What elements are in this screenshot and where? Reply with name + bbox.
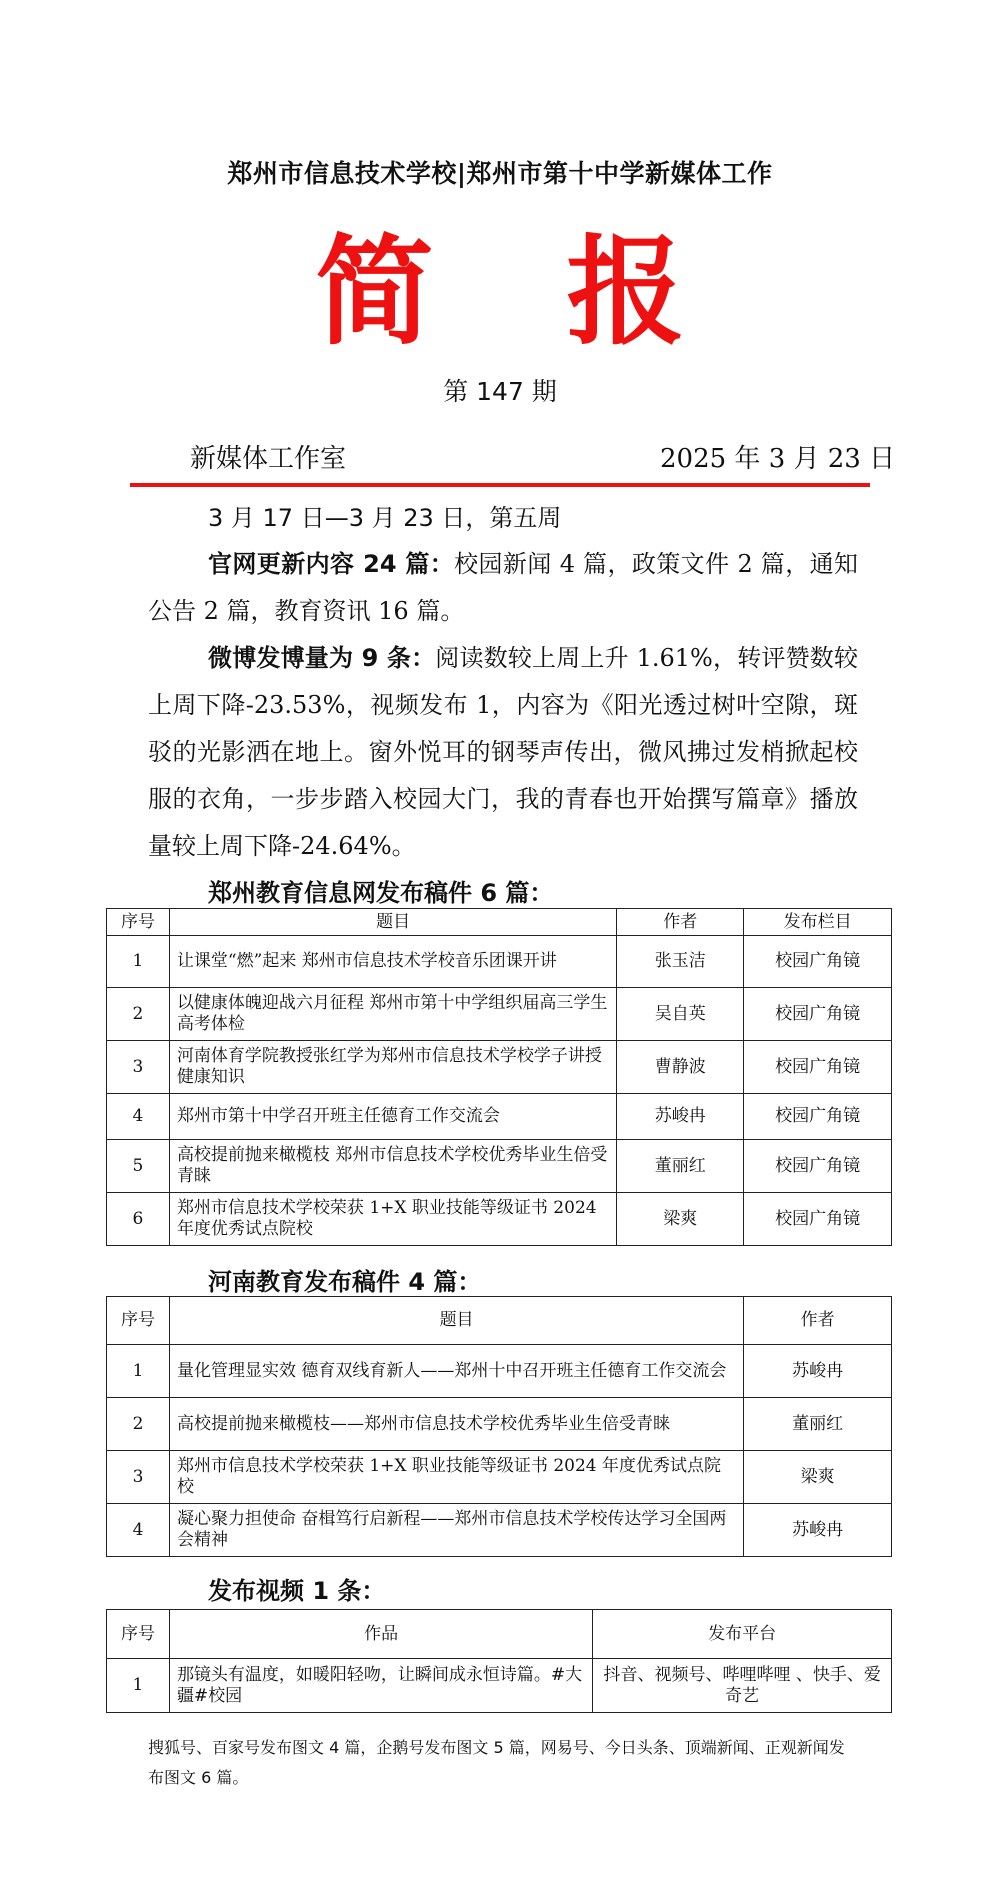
video-table bbox=[106, 1609, 892, 1713]
row-column: 校园广角镜 bbox=[744, 1193, 892, 1246]
row-index: 2 bbox=[107, 988, 170, 1041]
row-author: 苏峻冉 bbox=[744, 1504, 892, 1557]
website-lead: 官网更新内容 24 篇： bbox=[208, 550, 455, 578]
table-row bbox=[107, 936, 892, 988]
table-row bbox=[107, 1193, 892, 1246]
row-title: 让课堂“燃”起来 郑州市信息技术学校音乐团课开讲 bbox=[169, 936, 616, 988]
row-title: 河南体育学院教授张红学为郑州市信息技术学校学子讲授健康知识 bbox=[169, 1041, 616, 1094]
col-header: 序号 bbox=[107, 1297, 170, 1345]
col-header: 作者 bbox=[617, 909, 744, 936]
issue-number: 第 147 期 bbox=[443, 377, 557, 406]
row-column: 校园广角镜 bbox=[744, 988, 892, 1041]
row-index: 1 bbox=[107, 1345, 170, 1398]
row-author: 张玉洁 bbox=[617, 936, 744, 988]
row-title: 以健康体魄迎战六月征程 郑州市第十中学组织届高三学生高考体检 bbox=[169, 988, 616, 1041]
publish-date: 2025 年 3 月 23 日 bbox=[660, 444, 896, 474]
header-org: 郑州市信息技术学校|郑州市第十中学新媒体工作 bbox=[227, 159, 773, 188]
table-row bbox=[107, 1659, 892, 1713]
table-row bbox=[107, 1398, 892, 1451]
row-column: 校园广角镜 bbox=[744, 1094, 892, 1140]
table-header-row bbox=[107, 1610, 892, 1659]
row-index: 3 bbox=[107, 1451, 170, 1504]
weibo-summary bbox=[148, 635, 858, 870]
website-summary bbox=[148, 541, 858, 635]
row-index: 6 bbox=[107, 1193, 170, 1246]
row-title: 高校提前抛来橄榄枝——郑州市信息技术学校优秀毕业生倍受青睐 bbox=[169, 1398, 743, 1451]
row-author: 苏峻冉 bbox=[744, 1345, 892, 1398]
table-row bbox=[107, 1140, 892, 1193]
row-column: 校园广角镜 bbox=[744, 1041, 892, 1094]
col-header: 题目 bbox=[169, 909, 616, 936]
row-index: 4 bbox=[107, 1094, 170, 1140]
weibo-text: 阅读数较上周上升 1.61%，转评赞数较上周下降-23.53%，视频发布 1，内容为《阳光透过树叶空隙，斑驳的光影洒在地上。窗外悦耳的钢琴声传出，微风拂过发梢掀起校服的衣角，一步步踏入校园大门，我的青春也开始撰写篇章》播放量较上周下降-24.64%。 bbox=[148, 644, 858, 860]
table-header-row bbox=[107, 1297, 892, 1345]
table-row bbox=[107, 1094, 892, 1140]
row-author: 吴自英 bbox=[617, 988, 744, 1041]
week-range: 3 月 17 日—3 月 23 日，第五周 bbox=[208, 504, 562, 532]
col-header: 作品 bbox=[169, 1610, 592, 1659]
row-column: 校园广角镜 bbox=[744, 936, 892, 988]
red-divider bbox=[130, 483, 870, 487]
row-index: 4 bbox=[107, 1504, 170, 1557]
row-author: 梁爽 bbox=[744, 1451, 892, 1504]
zz-table-title: 郑州教育信息网发布稿件 6 篇： bbox=[208, 879, 554, 907]
row-title: 量化管理显实效 德育双线育新人——郑州十中召开班主任德育工作交流会 bbox=[169, 1345, 743, 1398]
col-header: 发布栏目 bbox=[744, 909, 892, 936]
zz-table bbox=[106, 908, 892, 1246]
col-header: 序号 bbox=[107, 1610, 170, 1659]
row-work: 那镜头有温度，如暖阳轻吻，让瞬间成永恒诗篇。#大疆#校园 bbox=[169, 1659, 592, 1713]
row-title: 凝心聚力担使命 奋楫笃行启新程——郑州市信息技术学校传达学习全国两会精神 bbox=[169, 1504, 743, 1557]
row-index: 3 bbox=[107, 1041, 170, 1094]
website-text: 校园新闻 4 篇，政策文件 2 篇，通知公告 2 篇，教育资讯 16 篇。 bbox=[148, 550, 858, 625]
table-header-row bbox=[107, 909, 892, 936]
row-title: 郑州市第十中学召开班主任德育工作交流会 bbox=[169, 1094, 616, 1140]
row-column: 校园广角镜 bbox=[744, 1140, 892, 1193]
row-author: 梁爽 bbox=[617, 1193, 744, 1246]
row-index: 1 bbox=[107, 936, 170, 988]
office-name: 新媒体工作室 bbox=[190, 444, 347, 474]
table-row bbox=[107, 988, 892, 1041]
row-platforms: 抖音、视频号、哔哩哔哩 、快手、爱奇艺 bbox=[593, 1659, 892, 1713]
row-index: 2 bbox=[107, 1398, 170, 1451]
table-row bbox=[107, 1041, 892, 1094]
row-author: 董丽红 bbox=[617, 1140, 744, 1193]
row-index: 5 bbox=[107, 1140, 170, 1193]
row-author: 苏峻冉 bbox=[617, 1094, 744, 1140]
bulletin-title: 简 报 bbox=[315, 223, 731, 361]
table-row bbox=[107, 1345, 892, 1398]
row-author: 曹静波 bbox=[617, 1041, 744, 1094]
row-author: 董丽红 bbox=[744, 1398, 892, 1451]
row-title: 高校提前抛来橄榄枝 郑州市信息技术学校优秀毕业生倍受青睐 bbox=[169, 1140, 616, 1193]
footer-summary: 搜狐号、百家号发布图文 4 篇，企鹅号发布图文 5 篇，网易号、今日头条、顶端新闻、正观新闻发布图文 6 篇。 bbox=[148, 1738, 845, 1787]
col-header: 题目 bbox=[169, 1297, 743, 1345]
table-row bbox=[107, 1451, 892, 1504]
hn-table bbox=[106, 1296, 892, 1557]
table-row bbox=[107, 1504, 892, 1557]
video-table-title: 发布视频 1 条： bbox=[208, 1577, 386, 1605]
row-title: 郑州市信息技术学校荣获 1+X 职业技能等级证书 2024 年度优秀试点院校 bbox=[169, 1193, 616, 1246]
col-header: 序号 bbox=[107, 909, 170, 936]
weibo-lead: 微博发博量为 9 条： bbox=[208, 644, 436, 672]
hn-table-title: 河南教育发布稿件 4 篇： bbox=[208, 1268, 482, 1296]
row-index: 1 bbox=[107, 1659, 170, 1713]
col-header: 作者 bbox=[744, 1297, 892, 1345]
col-header: 发布平台 bbox=[593, 1610, 892, 1659]
row-title: 郑州市信息技术学校荣获 1+X 职业技能等级证书 2024 年度优秀试点院校 bbox=[169, 1451, 743, 1504]
